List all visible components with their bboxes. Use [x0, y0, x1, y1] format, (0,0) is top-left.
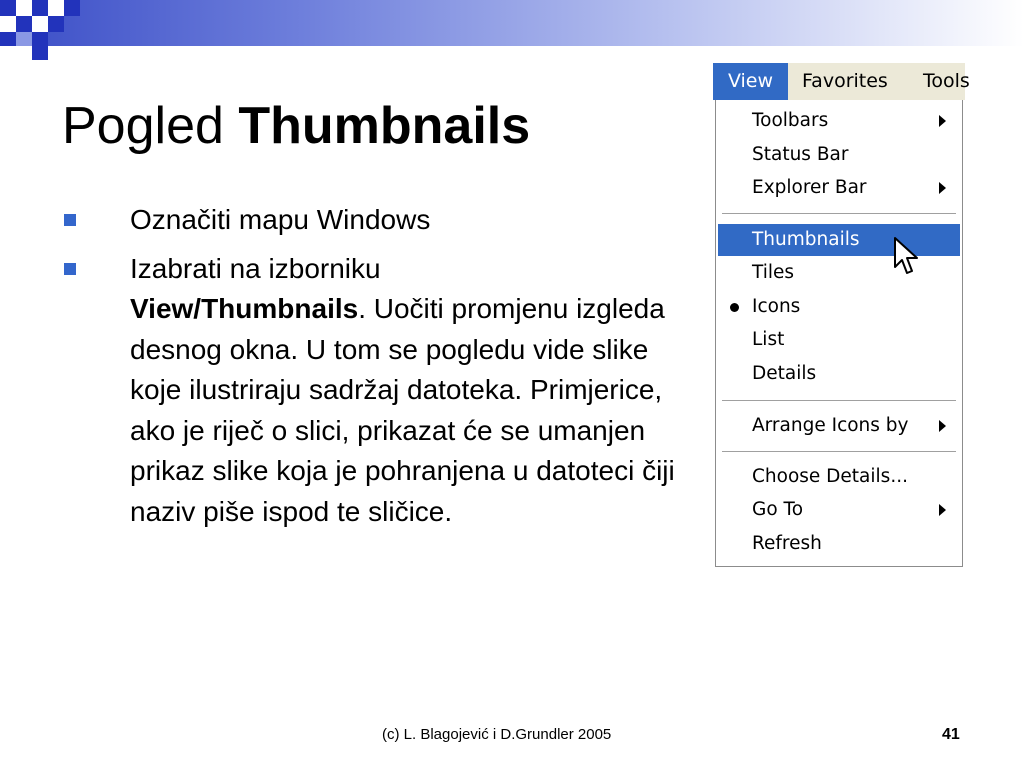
square-bullet-icon [64, 214, 76, 226]
menu-item-label: Tiles [752, 262, 795, 283]
menu-item-label: List [752, 329, 785, 350]
menu-item-choose-details[interactable] [718, 461, 960, 493]
menu-item-list[interactable] [718, 324, 960, 356]
menu-item-label: Thumbnails [752, 229, 860, 250]
view-menu-screenshot [713, 63, 970, 569]
menu-item-label: Toolbars [752, 110, 829, 131]
menu-item-label: Go To [752, 499, 804, 520]
bullet-item [62, 249, 682, 533]
decor-square [16, 16, 32, 32]
menu-item-icons[interactable] [718, 291, 960, 323]
bullet-text [130, 253, 675, 527]
menu-item-arrange-icons-by[interactable] [718, 410, 960, 442]
footer-credit: (c) L. Blagojević i D.Grundler 2005 [382, 726, 612, 743]
menubar-item-tools[interactable]: Tools [923, 70, 970, 92]
menu-separator [722, 400, 956, 402]
decor-square [0, 16, 16, 32]
menu-item-thumbnails[interactable] [718, 224, 960, 256]
menu-item-refresh[interactable] [718, 528, 960, 560]
view-dropdown-menu [715, 100, 963, 567]
decor-square [0, 0, 16, 16]
bullet-text-line1: Izabrati na izborniku [130, 252, 381, 284]
decor-square [32, 16, 48, 32]
decor-square [16, 32, 32, 46]
bullet-item [62, 200, 682, 241]
page-number: 41 [942, 726, 960, 743]
decor-square [16, 0, 32, 16]
menu-item-go-to[interactable] [718, 494, 960, 526]
mouse-cursor-icon [893, 237, 919, 277]
menu-separator [722, 451, 956, 453]
menu-item-tiles[interactable] [718, 257, 960, 289]
bullet-list [62, 200, 682, 540]
bullet-text-bold: View/Thumbnails [130, 293, 359, 324]
decor-square [48, 16, 64, 32]
decor-square [48, 0, 64, 16]
menu-item-explorer-bar[interactable] [718, 172, 960, 204]
submenu-arrow-icon [939, 182, 946, 194]
square-bullet-icon [64, 263, 76, 275]
menu-item-label: Refresh [752, 533, 822, 554]
submenu-arrow-icon [939, 420, 946, 432]
title-regular: Pogled [62, 97, 239, 155]
menubar-item-view[interactable]: View [713, 63, 788, 100]
menubar-item-favorites[interactable]: Favorites [802, 70, 888, 92]
menu-item-details[interactable] [718, 358, 960, 390]
menu-item-label: Details [752, 363, 817, 384]
decor-square [0, 32, 16, 46]
submenu-arrow-icon [939, 115, 946, 127]
menu-item-label: Icons [752, 296, 801, 317]
decor-square [32, 46, 48, 60]
header-decoration [0, 0, 1024, 46]
bullet-text: Označiti mapu Windows [130, 204, 431, 235]
menubar [713, 63, 970, 100]
decor-square [32, 32, 48, 46]
menu-item-status-bar[interactable] [718, 139, 960, 171]
submenu-arrow-icon [939, 504, 946, 516]
menu-item-label: Status Bar [752, 144, 849, 165]
title-bold: Thumbnails [238, 97, 531, 155]
menu-item-label: Explorer Bar [752, 177, 867, 198]
decor-square [32, 0, 48, 16]
slide-title [62, 96, 530, 156]
decor-square [64, 0, 80, 16]
menu-item-toolbars[interactable] [718, 105, 960, 137]
menu-item-label: Choose Details... [752, 466, 908, 487]
radio-selected-icon [730, 303, 739, 312]
menu-separator [722, 213, 956, 215]
bullet-text-rest: . Uočiti promjenu izgleda desnog okna. U tom se pogledu vide slike koje ilustriraju sadržaj datoteka. Primjerice, ako je riječ o slici, prikazat će se umanjen prikaz slike koja je pohranjena u datoteci čiji naziv piše ispod te sličice. [130, 293, 675, 527]
menu-item-label: Arrange Icons by [752, 415, 909, 436]
